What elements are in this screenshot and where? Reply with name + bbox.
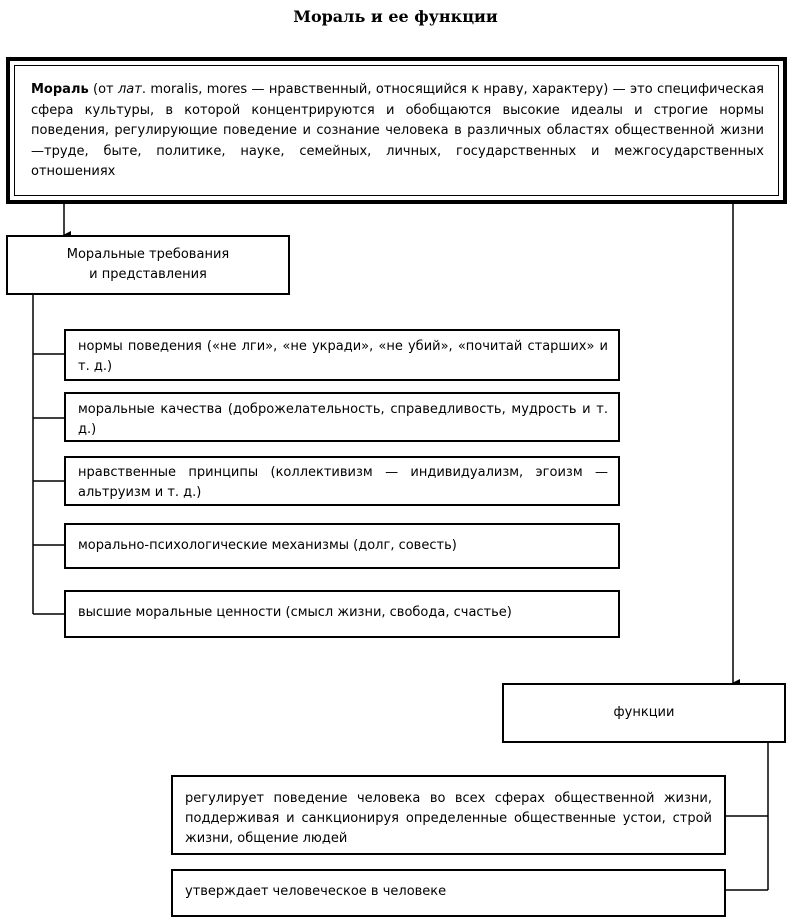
definition-rest: . moralis, mores — нравственный, относящийся к нраву, характеру) — это специфическая сфера культуры, в которой концентрируются и обобщаются высокие идеалы и строгие нормы поведения, регулирующие поведение и сознание человека в различных областях общественной жизни —труде, быте, политике, науке, семейных, личных, государственных и межгосударственных отношениях <box>31 82 764 179</box>
definition-box <box>6 57 787 204</box>
function-item-2 <box>171 869 726 917</box>
definition-lat: лат <box>117 82 142 97</box>
definition-open: (от <box>88 82 118 97</box>
requirement-item-text: нравственные принципы (коллективизм — индивидуализм, эгоизм — альтруизм и т. д.) <box>78 465 608 500</box>
requirements-header-line1: Моральные требования <box>66 247 230 262</box>
definition-text <box>14 65 779 196</box>
requirements-header-line2: и представления <box>89 267 207 282</box>
page-title: Мораль и ее функции <box>293 7 498 26</box>
requirement-item-text: нормы поведения («не лги», «не укради», «не убий», «почитай старших» и т. д.) <box>78 339 608 374</box>
requirement-item-1 <box>64 329 620 381</box>
functions-header-text: функции <box>613 705 675 720</box>
requirement-item-2 <box>64 392 620 442</box>
definition-term: Мораль <box>31 82 89 97</box>
requirement-item-4 <box>64 523 620 569</box>
functions-header-box <box>502 683 786 743</box>
requirement-item-3 <box>64 456 620 506</box>
function-item-text: регулирует поведение человека во всех сферах общественной жизни, поддерживая и санкционируя определенные общественные устои, строй жизни, общение людей <box>185 791 712 846</box>
requirement-item-5 <box>64 590 620 638</box>
requirement-item-text: высшие моральные ценности (смысл жизни, свобода, счастье) <box>78 605 512 620</box>
requirement-item-text: моральные качества (доброжелательность, справедливость, мудрость и т. д.) <box>78 402 608 437</box>
function-item-text: утверждает человеческое в человеке <box>185 884 447 899</box>
function-item-1 <box>171 775 726 855</box>
requirement-item-text: морально-психологические механизмы (долг, совесть) <box>78 538 457 553</box>
requirements-header-box <box>6 235 290 295</box>
